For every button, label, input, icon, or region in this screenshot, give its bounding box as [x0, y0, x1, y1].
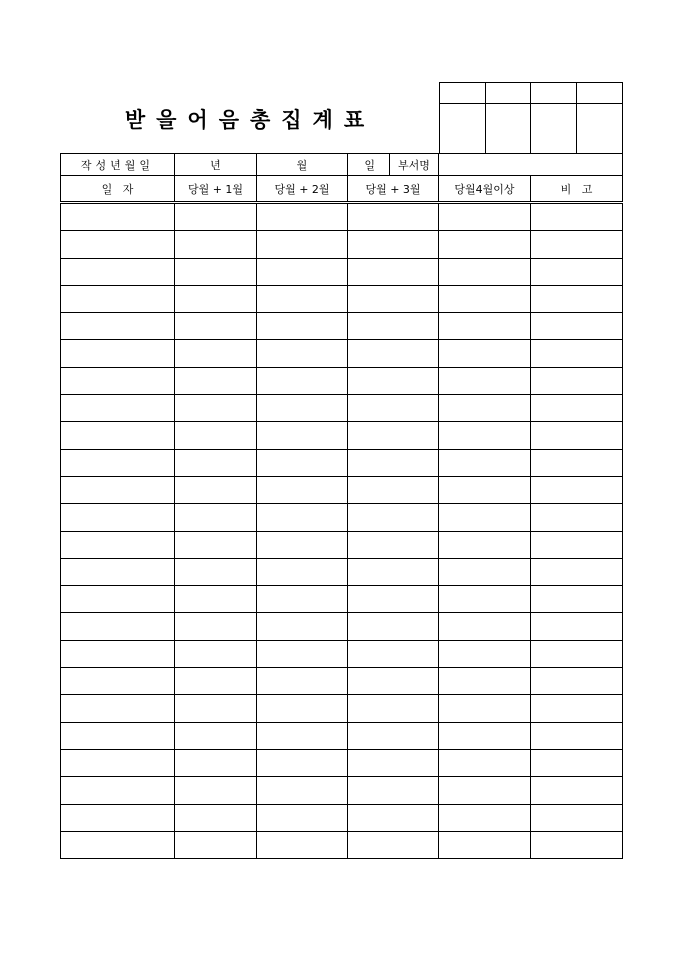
table-cell-m4: [439, 203, 531, 231]
table-cell-m1: [175, 395, 257, 422]
table-cell-m4: [439, 749, 531, 776]
table-cell-date: [61, 831, 175, 858]
table-cell-date: [61, 586, 175, 613]
approval-header-cell: [486, 83, 531, 104]
table-cell-date: [61, 504, 175, 531]
table-cell-m3: [348, 804, 439, 831]
table-cell-date: [61, 749, 175, 776]
column-header-m2: 당월 + 2월: [257, 176, 348, 203]
approval-header-cell: [440, 83, 486, 104]
table-row: [61, 367, 623, 394]
table-cell-m4: [439, 504, 531, 531]
table-cell-m2: [257, 231, 348, 258]
department-value: [439, 154, 623, 176]
table-cell-m2: [257, 476, 348, 503]
table-cell-m1: [175, 804, 257, 831]
table-cell-m4: [439, 831, 531, 858]
table-cell-m3: [348, 749, 439, 776]
table-row: [61, 640, 623, 667]
table-row: [61, 804, 623, 831]
table-cell-m3: [348, 831, 439, 858]
table-cell-m2: [257, 558, 348, 585]
table-cell-note: [531, 777, 623, 804]
table-cell-m1: [175, 340, 257, 367]
table-cell-date: [61, 804, 175, 831]
table-row: [61, 285, 623, 312]
table-cell-m4: [439, 613, 531, 640]
table-row: [61, 558, 623, 585]
table-cell-m4: [439, 695, 531, 722]
table-cell-note: [531, 531, 623, 558]
table-cell-m1: [175, 449, 257, 476]
table-cell-m2: [257, 749, 348, 776]
table-row: [61, 203, 623, 231]
table-cell-m1: [175, 586, 257, 613]
table-row: [61, 668, 623, 695]
approval-sign-cell: [531, 104, 577, 154]
table-cell-m1: [175, 558, 257, 585]
table-cell-m3: [348, 231, 439, 258]
table-cell-m3: [348, 531, 439, 558]
table-cell-m3: [348, 777, 439, 804]
table-cell-m4: [439, 777, 531, 804]
day-label: 일: [348, 154, 390, 176]
column-header-m3: 당월 + 3월: [348, 176, 439, 203]
table-cell-m3: [348, 668, 439, 695]
column-header-date: 일 자: [61, 176, 175, 203]
table-cell-m2: [257, 777, 348, 804]
year-label: 년: [175, 154, 257, 176]
table-cell-m3: [348, 340, 439, 367]
table-cell-note: [531, 231, 623, 258]
table-cell-note: [531, 640, 623, 667]
table-row: [61, 613, 623, 640]
table-cell-note: [531, 558, 623, 585]
table-cell-m3: [348, 203, 439, 231]
table-cell-m1: [175, 531, 257, 558]
column-header-m4: 당월4월이상: [439, 176, 531, 203]
table-cell-m3: [348, 695, 439, 722]
table-row: [61, 258, 623, 285]
table-row: [61, 777, 623, 804]
table-cell-note: [531, 804, 623, 831]
table-row: [61, 722, 623, 749]
table-cell-m1: [175, 367, 257, 394]
table-cell-m3: [348, 313, 439, 340]
table-cell-m3: [348, 258, 439, 285]
table-cell-m1: [175, 313, 257, 340]
table-cell-m4: [439, 340, 531, 367]
table-cell-m3: [348, 449, 439, 476]
table-cell-m4: [439, 285, 531, 312]
table-row: [61, 695, 623, 722]
table-cell-m2: [257, 640, 348, 667]
table-cell-m1: [175, 504, 257, 531]
table-cell-m4: [439, 313, 531, 340]
table-cell-m4: [439, 668, 531, 695]
table-cell-m2: [257, 340, 348, 367]
table-cell-m1: [175, 695, 257, 722]
approval-header-cell: [577, 83, 623, 104]
table-row: [61, 586, 623, 613]
department-label: 부서명: [390, 154, 439, 176]
table-cell-note: [531, 695, 623, 722]
table-row: [61, 749, 623, 776]
table-cell-m1: [175, 422, 257, 449]
table-cell-m1: [175, 613, 257, 640]
table-row: [61, 449, 623, 476]
table-cell-m1: [175, 285, 257, 312]
table-cell-m2: [257, 831, 348, 858]
approval-sign-cell: [486, 104, 531, 154]
table-cell-note: [531, 504, 623, 531]
table-cell-m4: [439, 558, 531, 585]
table-cell-m3: [348, 476, 439, 503]
table-row: [61, 231, 623, 258]
summary-table: [60, 153, 623, 859]
table-cell-m3: [348, 558, 439, 585]
table-row: [61, 504, 623, 531]
column-header-note: 비 고: [531, 176, 623, 203]
table-cell-note: [531, 367, 623, 394]
table-cell-m2: [257, 395, 348, 422]
table-row: [61, 422, 623, 449]
approval-sign-cell: [440, 104, 486, 154]
table-cell-m2: [257, 285, 348, 312]
table-cell-m2: [257, 695, 348, 722]
table-cell-m4: [439, 531, 531, 558]
table-cell-date: [61, 422, 175, 449]
table-cell-m1: [175, 831, 257, 858]
table-cell-date: [61, 395, 175, 422]
table-cell-m3: [348, 395, 439, 422]
table-cell-date: [61, 367, 175, 394]
table-cell-note: [531, 340, 623, 367]
table-cell-note: [531, 395, 623, 422]
column-header-row: [61, 176, 623, 203]
table-row: [61, 476, 623, 503]
month-label: 월: [257, 154, 348, 176]
table-cell-note: [531, 203, 623, 231]
table-cell-note: [531, 722, 623, 749]
table-cell-note: [531, 613, 623, 640]
table-cell-m3: [348, 285, 439, 312]
approval-header-cell: [531, 83, 577, 104]
table-cell-date: [61, 313, 175, 340]
table-row: [61, 531, 623, 558]
table-cell-m1: [175, 203, 257, 231]
approval-sign-cell: [577, 104, 623, 154]
table-cell-note: [531, 422, 623, 449]
table-cell-m2: [257, 367, 348, 394]
table-cell-m2: [257, 313, 348, 340]
table-cell-date: [61, 231, 175, 258]
table-cell-m2: [257, 449, 348, 476]
table-cell-m4: [439, 804, 531, 831]
approval-box: [439, 82, 623, 154]
table-cell-m2: [257, 531, 348, 558]
table-row: [61, 313, 623, 340]
table-cell-date: [61, 722, 175, 749]
table-cell-date: [61, 668, 175, 695]
table-cell-date: [61, 258, 175, 285]
table-cell-m2: [257, 668, 348, 695]
table-cell-note: [531, 749, 623, 776]
table-cell-m4: [439, 449, 531, 476]
table-cell-date: [61, 203, 175, 231]
table-cell-m1: [175, 749, 257, 776]
table-cell-note: [531, 449, 623, 476]
table-cell-m4: [439, 586, 531, 613]
table-cell-m3: [348, 422, 439, 449]
created-date-label: 작성년월일: [61, 154, 175, 176]
table-cell-date: [61, 640, 175, 667]
table-cell-m2: [257, 258, 348, 285]
table-cell-note: [531, 476, 623, 503]
table-cell-m4: [439, 231, 531, 258]
table-cell-m3: [348, 504, 439, 531]
table-cell-note: [531, 285, 623, 312]
table-cell-m1: [175, 668, 257, 695]
table-cell-m1: [175, 476, 257, 503]
table-cell-date: [61, 340, 175, 367]
table-cell-m3: [348, 613, 439, 640]
table-cell-m2: [257, 722, 348, 749]
table-cell-m3: [348, 367, 439, 394]
table-cell-m4: [439, 722, 531, 749]
table-cell-m1: [175, 722, 257, 749]
table-cell-m2: [257, 504, 348, 531]
table-cell-note: [531, 668, 623, 695]
meta-row: [61, 154, 623, 176]
table-cell-note: [531, 313, 623, 340]
table-cell-note: [531, 831, 623, 858]
table-row: [61, 831, 623, 858]
table-cell-m3: [348, 586, 439, 613]
table-cell-m1: [175, 258, 257, 285]
table-cell-m2: [257, 586, 348, 613]
table-cell-m2: [257, 804, 348, 831]
table-cell-m4: [439, 422, 531, 449]
table-cell-m2: [257, 613, 348, 640]
table-row: [61, 340, 623, 367]
table-cell-date: [61, 613, 175, 640]
table-cell-note: [531, 258, 623, 285]
table-cell-date: [61, 558, 175, 585]
table-cell-date: [61, 531, 175, 558]
table-cell-date: [61, 285, 175, 312]
table-cell-m4: [439, 395, 531, 422]
table-cell-m3: [348, 640, 439, 667]
document-title: 받을어음총집계표: [124, 107, 376, 132]
table-cell-m3: [348, 722, 439, 749]
column-header-m1: 당월 + 1월: [175, 176, 257, 203]
table-cell-m4: [439, 367, 531, 394]
table-cell-m4: [439, 640, 531, 667]
table-cell-m1: [175, 640, 257, 667]
table-cell-m1: [175, 777, 257, 804]
table-row: [61, 395, 623, 422]
table-cell-date: [61, 695, 175, 722]
table-cell-date: [61, 449, 175, 476]
table-cell-m1: [175, 231, 257, 258]
table-cell-note: [531, 586, 623, 613]
table-cell-m4: [439, 258, 531, 285]
table-cell-m2: [257, 422, 348, 449]
table-cell-date: [61, 476, 175, 503]
table-cell-date: [61, 777, 175, 804]
table-body: [61, 203, 623, 859]
table-cell-m4: [439, 476, 531, 503]
table-cell-m2: [257, 203, 348, 231]
